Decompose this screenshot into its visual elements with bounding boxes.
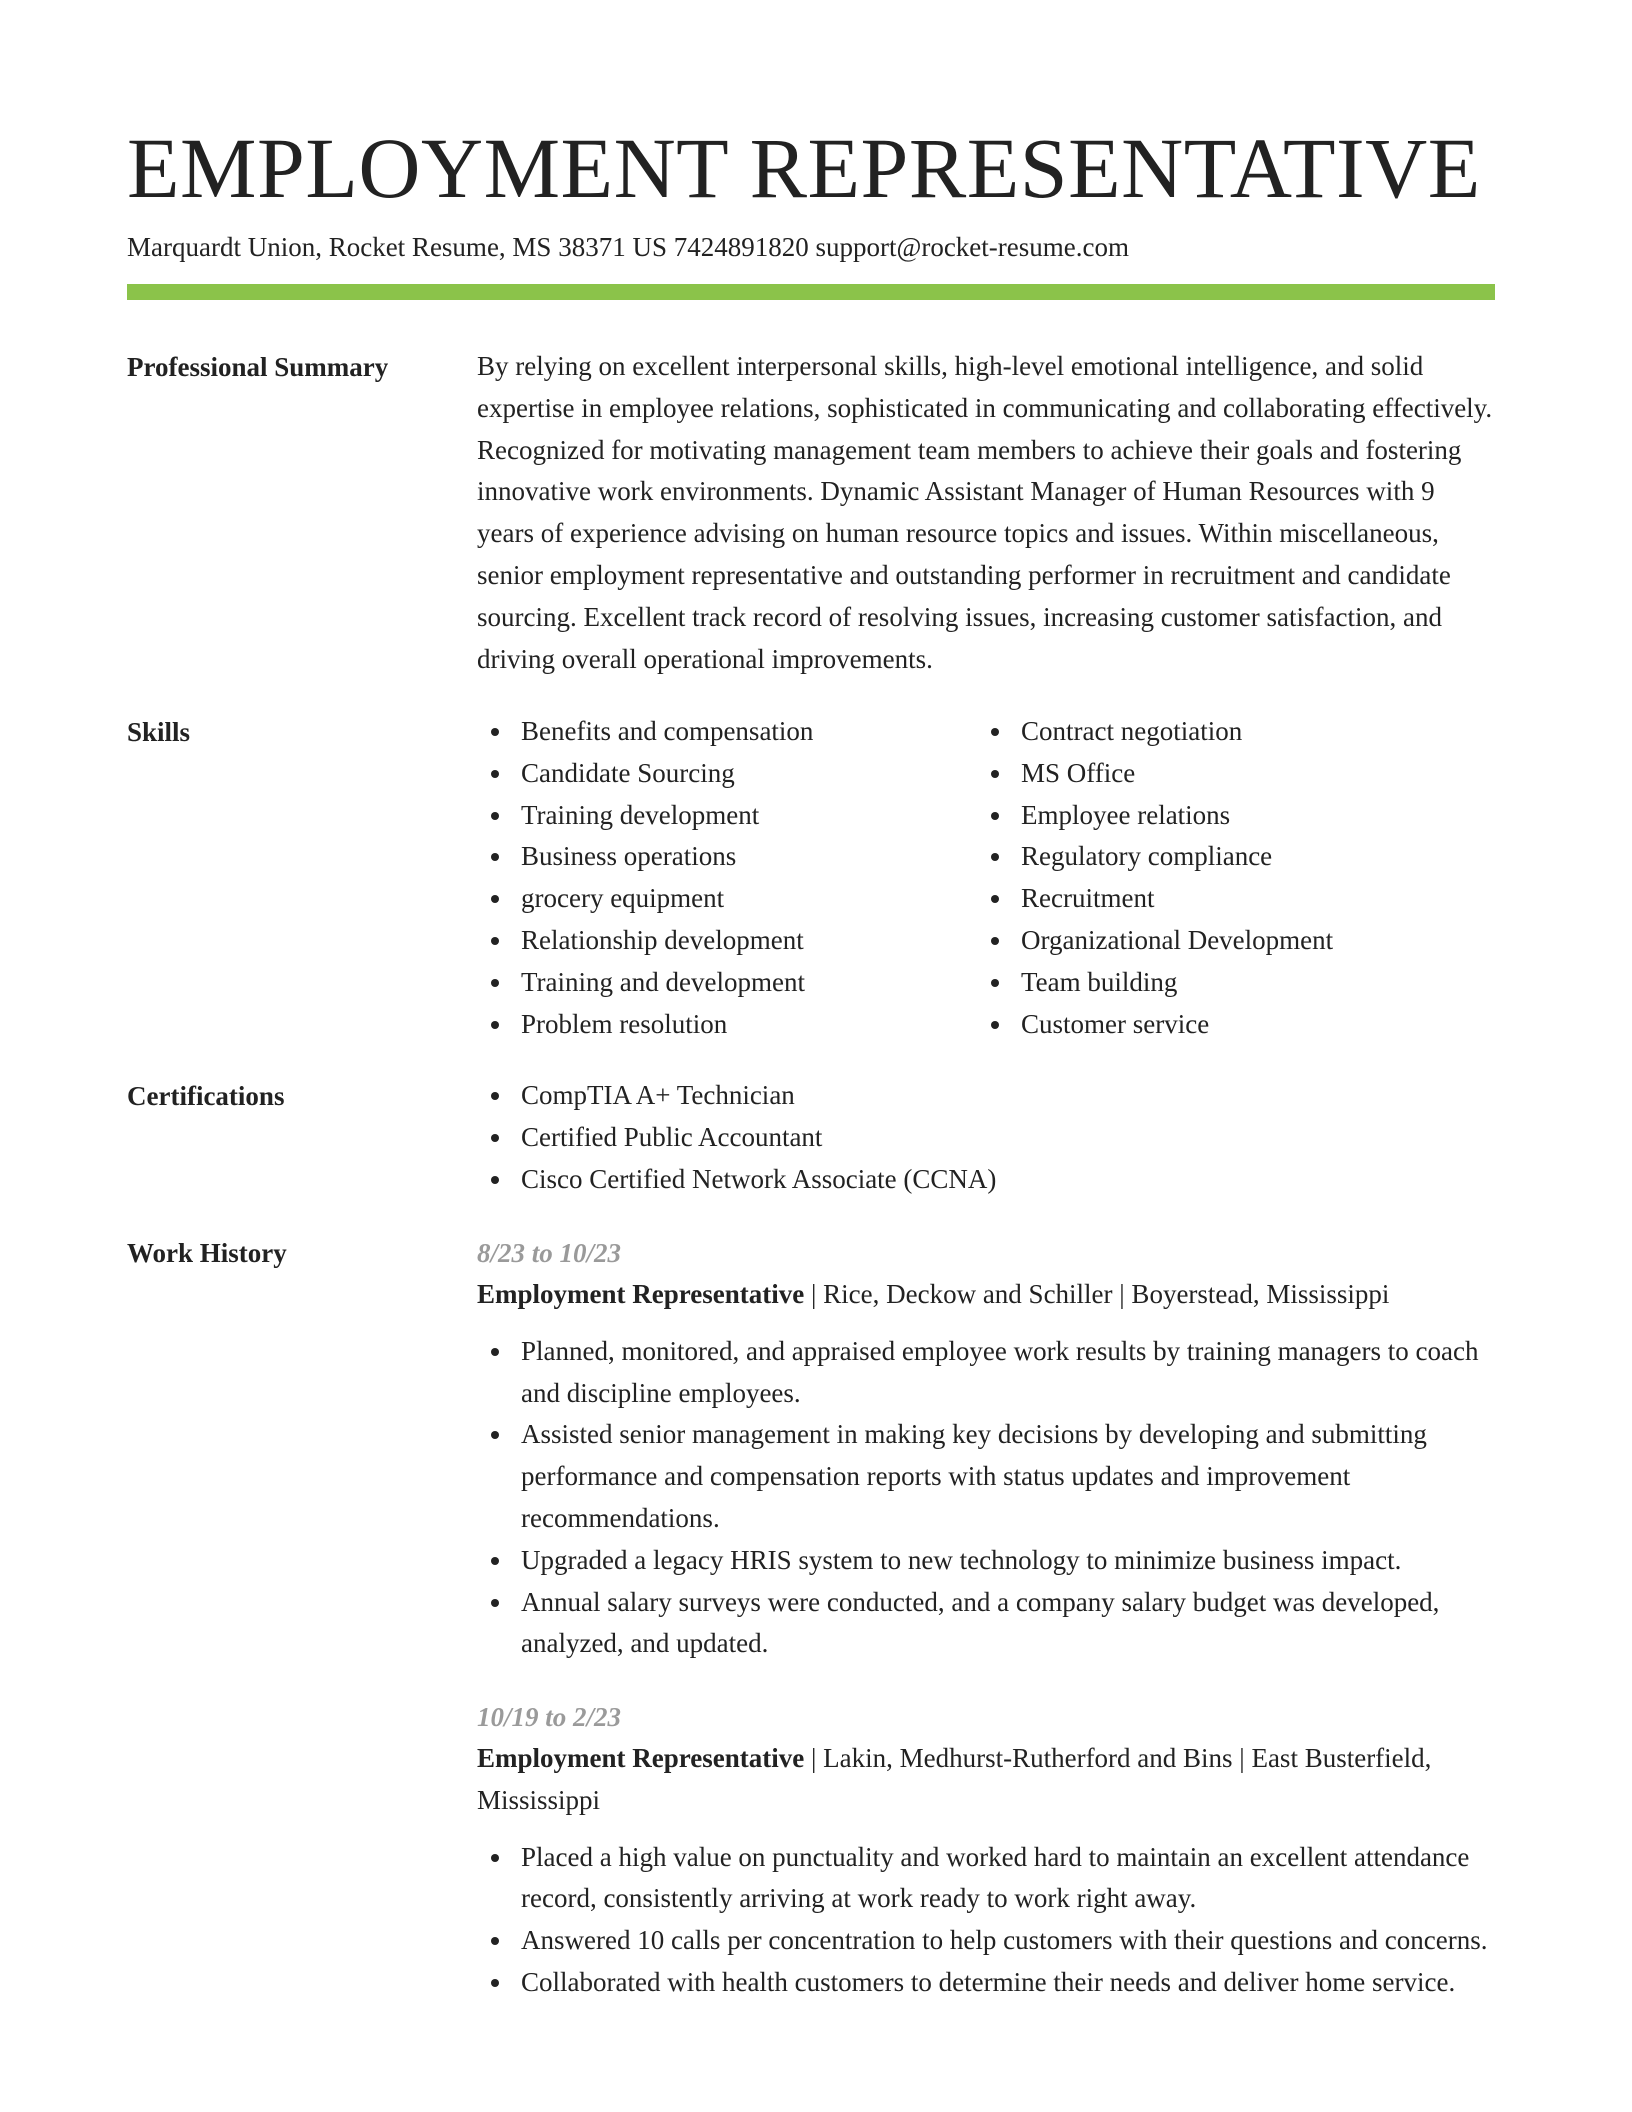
job-heading [477,1274,1495,1316]
section-title-summary: Professional Summary [127,352,389,382]
job-duty-item [477,1582,1495,1666]
job-duty-item [477,1540,1495,1582]
skill-item [977,753,1477,795]
section-title-skills: Skills [127,717,191,747]
certifications-list [477,1075,1495,1200]
job-duty-item [477,1837,1495,1921]
bullet-icon [491,812,499,820]
skill-item-text: MS Office [1021,757,1136,788]
certification-item-text: Certified Public Accountant [521,1121,823,1152]
skill-item [477,711,977,753]
certification-item-text: Cisco Certified Network Associate (CCNA) [521,1163,997,1194]
skill-item [977,836,1477,878]
certification-item [477,1117,1495,1159]
bullet-icon [991,770,999,778]
section-title-work-history: Work History [127,1238,287,1268]
bullet-icon [991,853,999,861]
job-duties-list [477,1837,1495,2004]
skill-item-text: Problem resolution [521,1008,728,1039]
bullet-icon [991,895,999,903]
bullet-icon [491,853,499,861]
skill-item [977,1004,1477,1046]
bullet-icon [991,1021,999,1029]
bullet-icon [991,812,999,820]
job-entry [477,1696,1495,2004]
certification-item-text: CompTIA A+ Technician [521,1080,795,1110]
skill-item-text: Training development [521,799,760,830]
bullet-icon [491,1599,499,1607]
summary-body [477,346,1495,680]
skill-item-text: Business operations [521,841,737,872]
skill-item [977,962,1477,1004]
job-duty-item-text: Annual salary surveys were conducted, and a company salary budget was developed, analyzed, and updated. [521,1586,1440,1659]
contact-line: Marquardt Union, Rocket Resume, MS 38371 US 7424891820 support@rocket-resume.com [127,232,1129,262]
skill-item [977,878,1477,920]
bullet-icon [491,1937,499,1945]
skill-item-text: Team building [1021,966,1178,997]
skill-item [477,920,977,962]
certification-item [477,1159,1495,1201]
skill-item-text: Organizational Development [1021,924,1334,955]
skill-item-text: Regulatory compliance [1021,841,1273,872]
skill-item-text: Benefits and compensation [521,716,814,746]
skill-item [977,711,1477,753]
job-duty-item-text: Planned, monitored, and appraised employee work results by training managers to coach and discipline employees. [521,1335,1479,1408]
bullet-icon [491,770,499,778]
skill-item [477,795,977,837]
bullet-icon [491,1176,499,1184]
section-title-certifications: Certifications [127,1081,285,1111]
job-dates: 10/19 to 2/23 [477,1702,622,1732]
skill-item [977,920,1477,962]
job-duty-item [477,1331,1495,1415]
skill-item [477,836,977,878]
job-duty-item-text: Collaborated with health customers to determine their needs and deliver home service. [521,1966,1456,1997]
bullet-icon [491,1092,499,1100]
bullet-icon [991,728,999,736]
job-employer-location: | Rice, Deckow and Schiller | Boyerstead, Mississippi [804,1279,1390,1309]
job-role: Employment Representative [477,1743,805,1773]
resume-title: EMPLOYMENT REPRESENTATIVE [127,120,1481,216]
bullet-icon [491,1557,499,1565]
bullet-icon [491,1021,499,1029]
job-duties-list [477,1331,1495,1665]
skills-list-left [477,711,977,1045]
bullet-icon [991,937,999,945]
job-duty-item-text: Answered 10 calls per concentration to help customers with their questions and concerns. [521,1925,1488,1956]
job-duty-item-text: Upgraded a legacy HRIS system to new technology to minimize business impact. [521,1544,1402,1575]
job-duty-item-text: Assisted senior management in making key decisions by developing and submitting performance and compensation reports with status updates and improvement recommendations. [521,1419,1427,1533]
bullet-icon [491,1979,499,1987]
skill-item-text: Training and development [521,966,805,997]
job-heading [477,1738,1495,1822]
job-employer-location: | Lakin, Medhurst-Rutherford and Bins | East Busterfield, Mississippi [477,1743,1432,1815]
skills-list-right [977,711,1477,1045]
bullet-icon [491,1134,499,1142]
bullet-icon [491,937,499,945]
skill-item [977,795,1477,837]
bullet-icon [491,979,499,987]
skill-item-text: Customer service [1021,1008,1210,1039]
job-duty-item-text: Placed a high value on punctuality and worked hard to maintain an excellent attendance record, consistently arriving at work ready to work right away. [521,1841,1470,1914]
certification-item [477,1075,1495,1117]
skill-item-text: Relationship development [521,924,804,955]
skill-item-text: Employee relations [1021,799,1231,830]
job-entry [477,1232,1495,1665]
skill-item-text: Contract negotiation [1021,716,1243,746]
bullet-icon [491,1431,499,1439]
skill-item-text: Candidate Sourcing [521,757,735,788]
bullet-icon [991,979,999,987]
skills-body [477,711,1495,1045]
bullet-icon [491,728,499,736]
skill-item [477,878,977,920]
bullet-icon [491,895,499,903]
skill-item-text: grocery equipment [521,883,725,914]
summary-text: By relying on excellent interpersonal skills, high-level emotional intelligence, and solid expertise in employee relations, sophisticated in communicating and collaborating effectively. Recognized for motivating management team members to achieve their goals and fostering innovative work environments. Dynamic Assistant Manager of Human Resources with 9 years of experience advising on human resource topics and issues. Within miscellaneous, senior employment representative and outstanding performer in recruitment and candidate sourcing. Excellent track record of resolving issues, increasing customer satisfaction, and driving overall operational improvements. [477,351,1493,674]
job-duty-item [477,1414,1495,1539]
job-duty-item [477,1920,1495,1962]
job-dates: 8/23 to 10/23 [477,1238,622,1268]
certifications-body [477,1075,1495,1200]
bullet-icon [491,1854,499,1862]
skill-item [477,753,977,795]
accent-divider [127,284,1495,300]
bullet-icon [491,1348,499,1356]
skill-item [477,962,977,1004]
skill-item [477,1004,977,1046]
skill-item-text: Recruitment [1021,883,1155,914]
job-role: Employment Representative [477,1279,805,1309]
job-duty-item [477,1962,1495,2004]
